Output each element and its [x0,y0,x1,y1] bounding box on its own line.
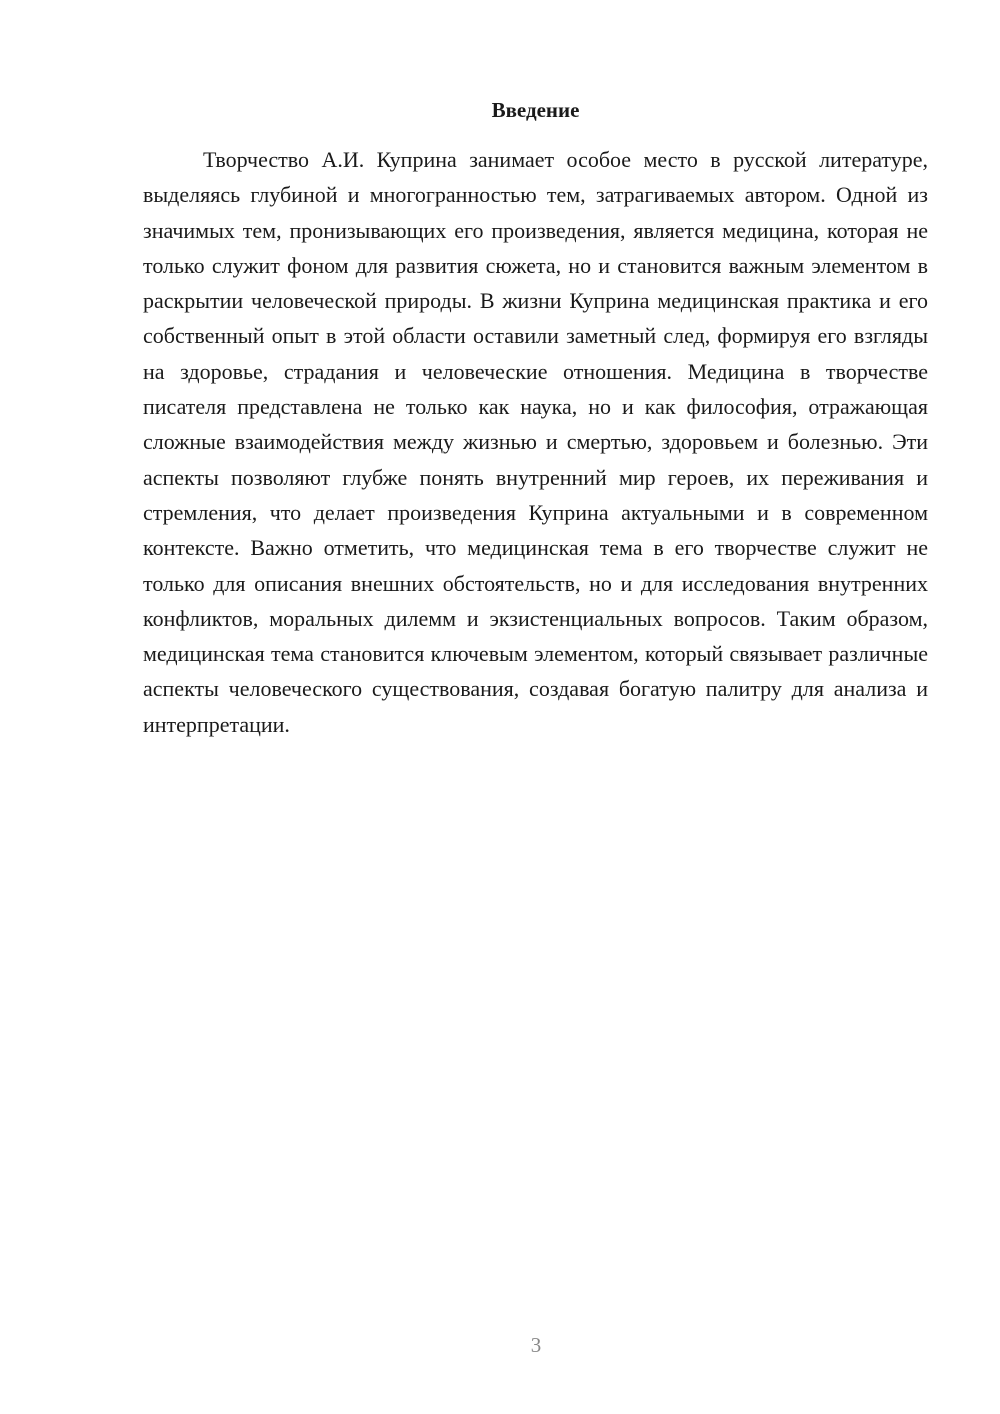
body-paragraph: Творчество А.И. Куприна занимает особое место в русской литературе, выделяясь глубиной и многогранностью тем, затрагиваемых автором. Одной из значимых тем, пронизывающих его произведения, является медицина, которая не только служит фоном для развития сюжета, но и становится важным элементом в раскрытии человеческой природы. В жизни Куприна медицинская практика и его собственный опыт в этой области оставили заметный след, формируя его взгляды на здоровье, страдания и человеческие отношения. Медицина в творчестве писателя представлена не только как наука, но и как философия, отражающая сложные взаимодействия между жизнью и смертью, здоровьем и болезнью. Эти аспекты позволяют глубже понять внутренний мир героев, их переживания и стремления, что делает произведения Куприна актуальными и в современном контексте. Важно отметить, что медицинская тема в его творчестве служит не только для описания внешних обстоятельств, но и для исследования внутренних конфликтов, моральных дилемм и экзистенциальных вопросов. Таким образом, медицинская тема становится ключевым элементом, который связывает различные аспекты человеческого существования, создавая богатую палитру для анализа и интерпретации. [143,147,928,737]
page-number: 3 [530,1333,542,1357]
section-heading: Введение [491,98,580,122]
